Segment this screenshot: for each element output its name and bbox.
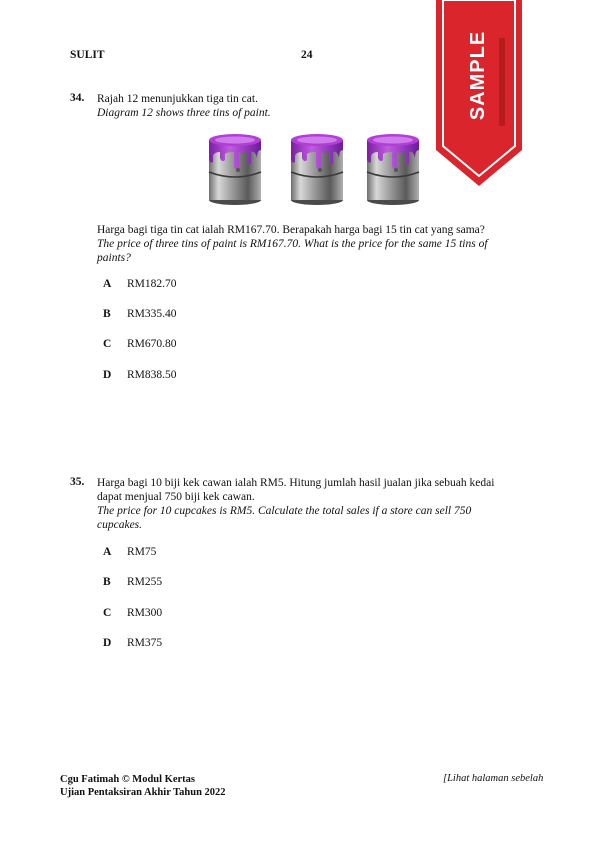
- option-text: RM255: [127, 576, 163, 588]
- question-34-option-d: [103, 369, 303, 385]
- question-34-text-ms: Harga bagi tiga tin cat ialah RM167.70. Berapakah harga bagi 15 tin cat yang sama?: [97, 224, 485, 236]
- question-34-stem-en: Diagram 12 shows three tins of paint.: [97, 107, 271, 119]
- question-34-option-b: [103, 308, 303, 324]
- question-34-number: 34.: [70, 92, 85, 104]
- option-text: RM300: [127, 607, 163, 619]
- footer-credit: [60, 773, 226, 799]
- paint-tin-icon: [367, 134, 419, 205]
- paint-tin-icon: [291, 134, 343, 205]
- diagram-paint-tins: [205, 130, 437, 208]
- option-text: RM182.70: [127, 278, 177, 290]
- question-35-option-b: [103, 576, 303, 592]
- option-text: RM335.40: [127, 308, 177, 320]
- question-35-option-c: [103, 607, 303, 623]
- footer-credit-line2: Ujian Pentaksiran Akhir Tahun 2022: [60, 787, 226, 798]
- question-34-option-a: [103, 278, 303, 294]
- option-text: RM75: [127, 546, 157, 558]
- question-35-text-ms-line2: dapat menjual 750 biji kek cawan.: [97, 491, 255, 503]
- option-letter: D: [103, 637, 112, 649]
- question-35-option-a: [103, 546, 303, 562]
- question-35-number: 35.: [70, 476, 85, 488]
- option-letter: A: [103, 278, 112, 290]
- option-text: RM375: [127, 637, 163, 649]
- paint-tin-icon: [209, 134, 261, 205]
- option-letter: C: [103, 338, 112, 350]
- question-35-text-en-line2: cupcakes.: [97, 519, 143, 531]
- question-35-text-en-line1: The price for 10 cupcakes is RM5. Calculate the total sales if a store can sell 750: [97, 505, 472, 517]
- option-text: RM838.50: [127, 369, 177, 381]
- option-letter: D: [103, 369, 112, 381]
- question-34-option-c: [103, 338, 303, 354]
- sample-watermark-text: SAMPLE: [467, 30, 490, 120]
- option-text: RM670.80: [127, 338, 177, 350]
- option-letter: C: [103, 607, 112, 619]
- question-34-stem-ms: Rajah 12 menunjukkan tiga tin cat.: [97, 93, 258, 105]
- footer-credit-line1: Cgu Fatimah © Modul Kertas: [60, 774, 196, 785]
- question-34-text-en-line1: The price of three tins of paint is RM167.70. What is the price for the same 15 tins of: [97, 238, 488, 250]
- page-number: 24: [301, 49, 313, 61]
- question-35-text-ms-line1: Harga bagi 10 biji kek cawan ialah RM5. Hitung jumlah hasil jualan jika sebuah kedai: [97, 477, 495, 489]
- question-35-option-d: [103, 637, 303, 653]
- option-letter: A: [103, 546, 112, 558]
- option-letter: B: [103, 308, 111, 320]
- question-34-text-en-line2: paints?: [97, 252, 131, 264]
- option-letter: B: [103, 576, 111, 588]
- footer-next-page-note: [Lihat halaman sebelah: [443, 773, 544, 784]
- header-classification: SULIT: [70, 49, 105, 61]
